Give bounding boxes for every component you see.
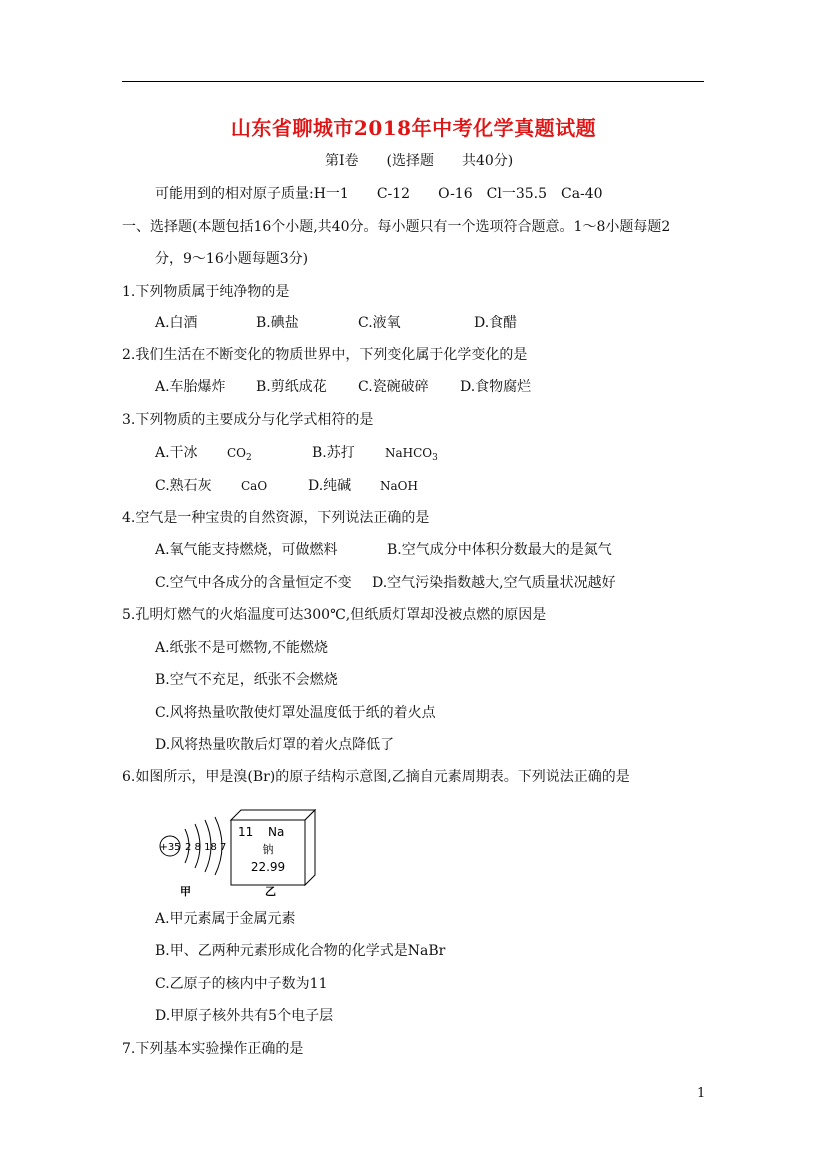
q6-option-a: A.甲元素属于金属元素 — [155, 911, 296, 927]
q5-option-a: A.纸张不是可燃物,不能燃烧 — [155, 640, 329, 656]
q3-option-d-formula: NaOH — [380, 479, 418, 493]
q6-option-d: D.甲原子核外共有5个电子层 — [155, 1008, 334, 1024]
part1-instructions-line1: 一、选择题(本题包括16个小题,共40分。每小题只有一个选项符合题意。1～8小题每题2 — [122, 219, 671, 235]
atomic-mass-line: 可能用到的相对原子质量:H一1 C-12 O-16 Cl一35.5 Ca-40 — [155, 186, 603, 202]
nucleus-charge: +35 — [159, 842, 181, 853]
section-heading: 第Ⅰ卷 (选择题 共40分) — [325, 153, 514, 169]
q6-stem: 6.如图所示，甲是溴(Br)的原子结构示意图,乙摘自元素周期表。下列说法正确的是 — [122, 769, 630, 785]
q5-option-d: D.风将热量吹散后灯罩的着火点降低了 — [155, 737, 395, 753]
q3-option-a-formula: $CO_2$ — [227, 446, 252, 463]
q3-option-c-label: C.熟石灰 — [155, 478, 212, 494]
q1-option-b: B.碘盐 — [256, 315, 299, 331]
q3-option-b-label: B.苏打 — [312, 445, 355, 461]
q4-stem: 4.空气是一种宝贵的自然资源，下列说法正确的是 — [122, 510, 430, 526]
q5-option-b: B.空气不充足，纸张不会燃烧 — [155, 672, 338, 688]
q1-option-a: A.白酒 — [155, 315, 198, 331]
q7-stem: 7.下列基本实验操作正确的是 — [122, 1041, 304, 1057]
header-rule — [122, 81, 704, 82]
q2-stem: 2.我们生活在不断变化的物质世界中，下列变化属于化学变化的是 — [122, 347, 528, 363]
element-name: 钠 — [262, 843, 274, 856]
electron-counts: 2 8 18 7 — [185, 842, 227, 853]
page-number: 1 — [697, 1086, 706, 1101]
q2-option-a: A.车胎爆炸 — [155, 379, 226, 395]
label-jia: 甲 — [180, 885, 191, 898]
q2-option-b: B.剪纸成花 — [256, 379, 327, 395]
q6-figure — [155, 805, 335, 905]
q4-option-b: B.空气成分中体积分数最大的是氮气 — [387, 542, 612, 558]
page-title: 山东省聊城市2018年中考化学真题试题 — [230, 116, 597, 140]
element-number: 11 — [238, 825, 254, 839]
q1-option-d: D.食醋 — [474, 315, 518, 331]
q6-option-b: B.甲、乙两种元素形成化合物的化学式是NaBr — [155, 943, 446, 959]
q3-option-c-formula: CaO — [241, 479, 268, 493]
part1-instructions-line2: 分，9～16小题每题3分) — [155, 251, 309, 267]
element-mass: 22.99 — [250, 860, 286, 874]
q1-stem: 1.下列物质属于纯净物的是 — [122, 284, 290, 300]
q1-option-c: C.液氧 — [358, 315, 401, 331]
q3-option-a-label: A.干冰 — [155, 445, 198, 461]
q2-option-c: C.瓷碗破碎 — [358, 379, 429, 395]
q2-option-d: D.食物腐烂 — [460, 379, 532, 395]
sodium-element-box — [231, 810, 315, 898]
q4-option-c: C.空气中各成分的含量恒定不变 — [155, 575, 352, 591]
q5-option-c: C.风将热量吹散使灯罩处温度低于纸的着火点 — [155, 705, 436, 721]
bromine-atom-diagram — [159, 817, 226, 898]
q3-stem: 3.下列物质的主要成分与化学式相符的是 — [122, 412, 374, 428]
element-symbol: Na — [268, 825, 285, 839]
label-yi: 乙 — [265, 885, 276, 898]
q4-option-d: D.空气污染指数越大,空气质量状况越好 — [372, 575, 616, 591]
q5-stem: 5.孔明灯燃气的火焰温度可达300℃,但纸质灯罩却没被点燃的原因是 — [122, 607, 547, 623]
q3-option-d-label: D.纯碱 — [308, 478, 352, 494]
q3-option-b-formula: NaHCO$_3$ — [385, 446, 438, 463]
q6-option-c: C.乙原子的核内中子数为11 — [155, 976, 328, 992]
q4-option-a: A.氧气能支持燃烧，可做燃料 — [155, 542, 338, 558]
